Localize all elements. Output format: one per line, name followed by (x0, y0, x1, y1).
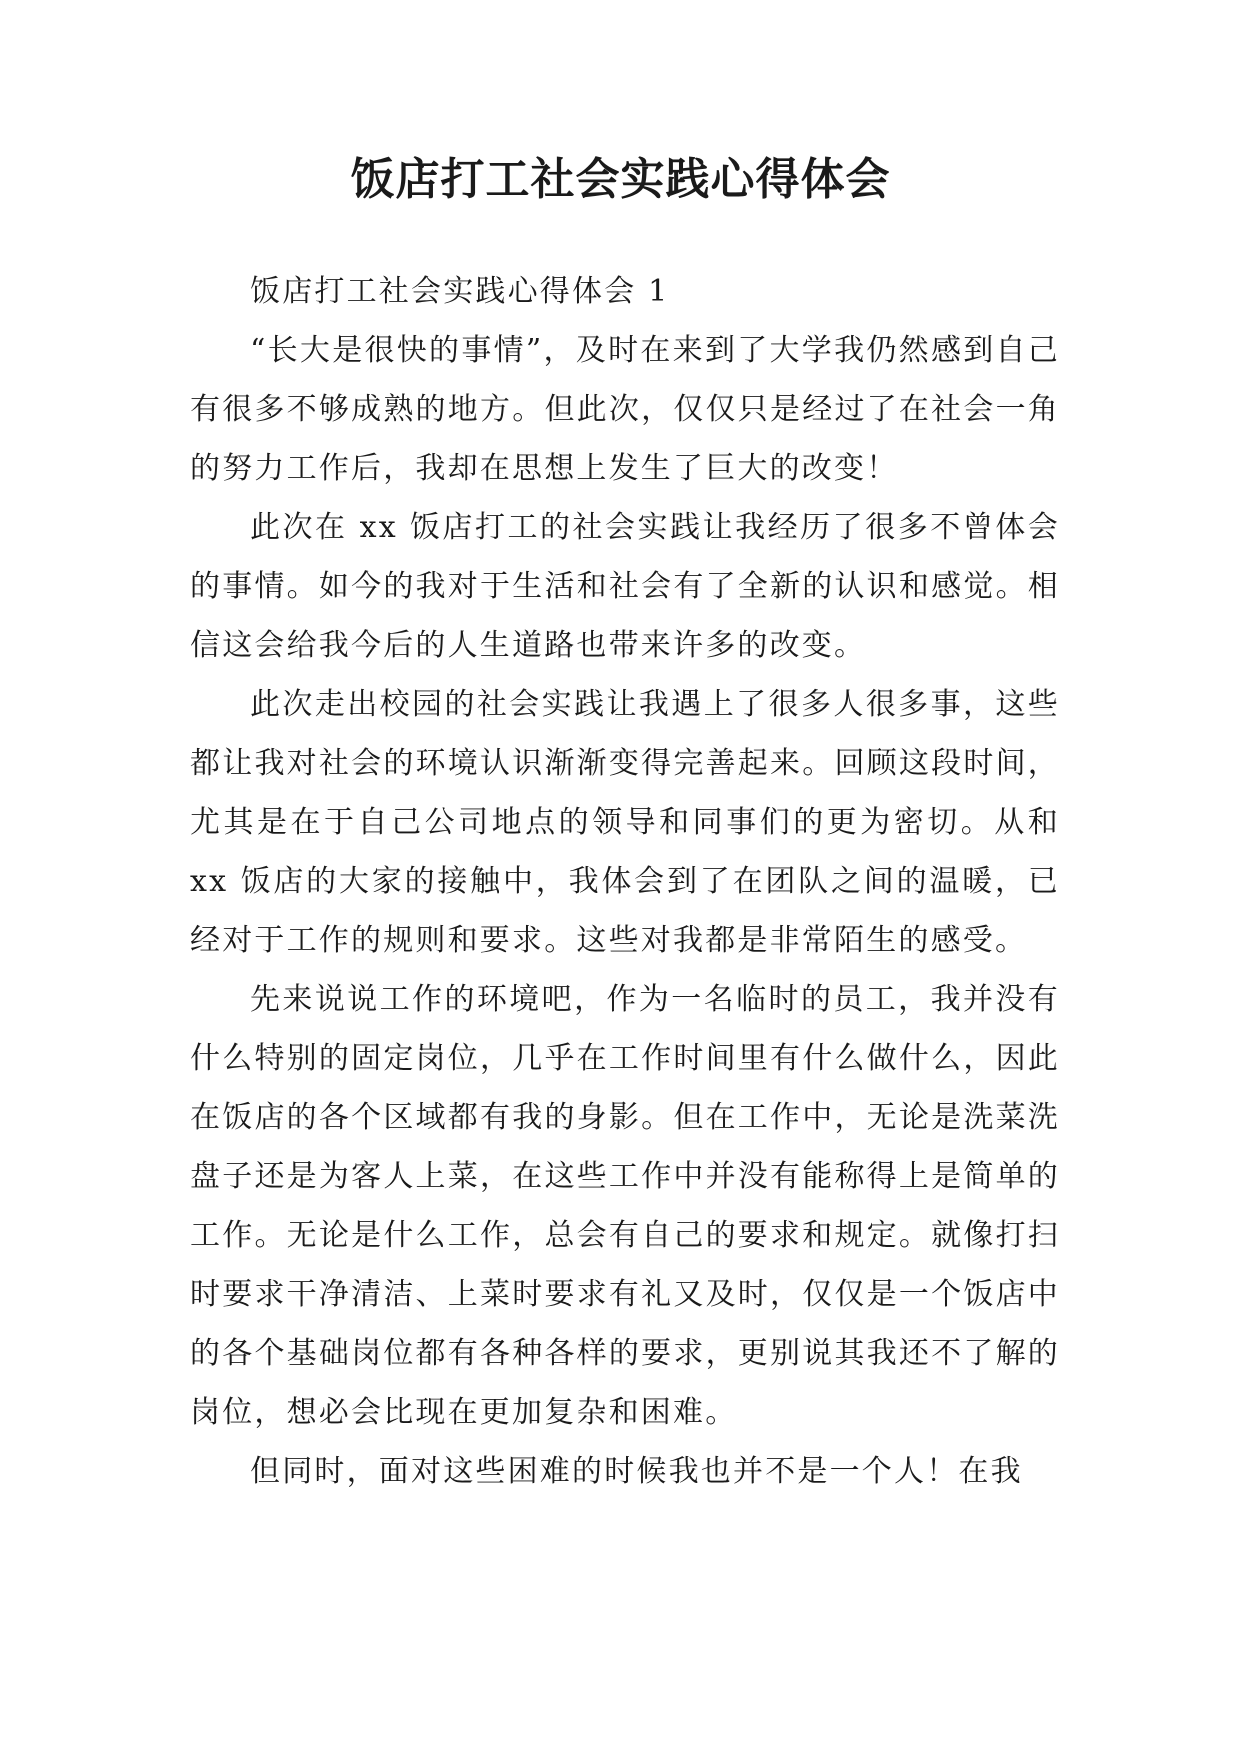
paragraph-4: 先来说说工作的环境吧，作为一名临时的员工，我并没有什么特别的固定岗位，几乎在工作时间里有什么做什么，因此在饭店的各个区域都有我的身影。但在工作中，无论是洗菜洗盘子还是为客人上菜，在这些工作中并没有能称得上是简单的工作。无论是什么工作，总会有自己的要求和规定。就像打扫时要求干净清洁、上菜时要求有礼又及时，仅仅是一个饭店中的各个基础岗位都有各种各样的要求，更别说其我还不了解的岗位，想必会比现在更加复杂和困难。 (190, 982, 1060, 1430)
paragraph-5: 但同时，面对这些困难的时候我也并不是一个人！在我 (250, 1454, 1023, 1489)
section-heading: 饭店打工社会实践心得体会 1 (250, 274, 670, 309)
document-body (190, 262, 1060, 1501)
document-title: 饭店打工社会实践心得体会 (350, 154, 891, 205)
paragraph-2: 此次在 xx 饭店打工的社会实践让我经历了很多不曾体会的事情。如今的我对于生活和社会有了全新的认识和感觉。相信这会给我今后的人生道路也带来许多的改变。 (190, 510, 1060, 663)
paragraph-3: 此次走出校园的社会实践让我遇上了很多人很多事，这些都让我对社会的环境认识渐渐变得完善起来。回顾这段时间，尤其是在于自己公司地点的领导和同事们的更为密切。从和 xx 饭店的大家的接触中，我体会到了在团队之间的温暖，已经对于工作的规则和要求。这些对我都是非常陌生的感受。 (190, 687, 1060, 958)
paragraph-1: “长大是很快的事情”，及时在来到了大学我仍然感到自己有很多不够成熟的地方。但此次，仅仅只是经过了在社会一角的努力工作后，我却在思想上发生了巨大的改变！ (190, 333, 1060, 486)
